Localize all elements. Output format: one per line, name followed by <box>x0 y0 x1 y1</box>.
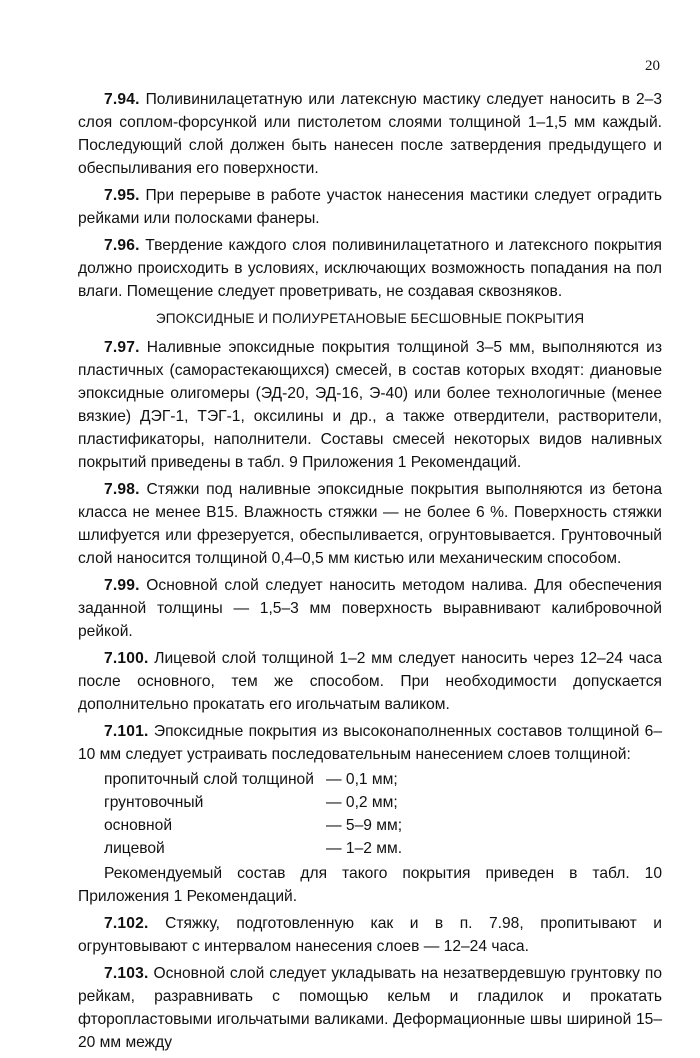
document-body <box>78 88 662 1058</box>
paragraph-number: 7.98. <box>104 481 140 498</box>
paragraph-text: Наливные эпоксидные покрытия толщиной 3–5 мм, выполняются из пластичных (саморастекающихся) смесей, в состав которых входят: диановые эпоксидные олигомеры (ЭД-20, ЭД-16, Э-40) или более технологичные (менее вязкие) ДЭГ-1, ТЭГ-1, оксилины и др., а также отвердители, растворители, пластификаторы, наполнители. Составы смесей некоторых видов наливных покрытий приведены в табл. 9 Приложения 1 Рекомендаций. <box>78 339 662 471</box>
paragraph-number: 7.95. <box>104 187 140 204</box>
layer-name: лицевой <box>104 840 165 857</box>
layer-thickness: — 0,1 мм; <box>326 771 398 788</box>
paragraph-number: 7.99. <box>104 577 140 594</box>
paragraph-text: Эпоксидные покрытия из высоконаполненных составов толщиной 6–10 мм следует устраивать последовательным нанесением слоев толщиной: <box>78 723 662 763</box>
layer-row <box>104 814 402 837</box>
layer-thickness: — 1–2 мм. <box>326 840 403 857</box>
paragraph-7-96 <box>78 234 662 303</box>
paragraph-number: 7.100. <box>104 650 149 667</box>
paragraph-text: Твердение каждого слоя поливинилацетатного и латексного покрытия должно происходить в условиях, исключающих возможность попадания на пол влаги. Помещение следует проветривать, не создавая сквозняков. <box>78 237 662 300</box>
layer-row <box>104 837 402 860</box>
layer-thickness: — 0,2 мм; <box>326 794 398 811</box>
paragraph-7-100 <box>78 647 662 716</box>
paragraph-number: 7.96. <box>104 237 140 254</box>
paragraph-7-94 <box>78 88 662 180</box>
paragraph-7-101-continuation: Рекомендуемый состав для такого покрытия приведен в табл. 10 Приложения 1 Рекомендаций. <box>78 865 662 905</box>
paragraph-text: Стяжки под наливные эпоксидные покрытия выполняются из бетона класса не менее В15. Влажность стяжки — не более 6 %. Поверхность стяжки шлифуется или фрезеруется, обеспыливается, огрунтовывается. Грунтовочный слой наносится толщиной 0,4–0,5 мм кистью или механическим способом. <box>78 481 662 567</box>
paragraph-7-98 <box>78 478 662 570</box>
paragraph-text: Стяжку, подготовленную как и в п. 7.98, пропитывают и огрунтовывают с интервалом нанесения слоев — 12–24 часа. <box>78 915 662 955</box>
paragraph-7-103 <box>78 962 662 1054</box>
paragraph-number: 7.101. <box>104 723 149 740</box>
layer-thickness: — 5–9 мм; <box>326 817 403 834</box>
paragraph-text: Лицевой слой толщиной 1–2 мм следует наносить через 12–24 часа после основного, тем же способом. При необходимости допускается дополнительно прокатать его игольчатым валиком. <box>78 650 662 713</box>
paragraph-7-99 <box>78 574 662 643</box>
paragraph-number: 7.97. <box>104 339 140 356</box>
paragraph-number: 7.103. <box>104 965 149 982</box>
layer-thickness-list <box>104 768 402 860</box>
page-number: 20 <box>645 58 660 74</box>
paragraph-text: Основной слой следует укладывать на незатвердевшую грунтовку по рейкам, разравнивать с помощью кельм и гладилок и прокатать фторопластовыми игольчатыми валиками. Деформационные швы шириной 15–20 мм между <box>78 965 662 1051</box>
paragraph-7-102 <box>78 912 662 958</box>
paragraph-text: При перерыве в работе участок нанесения мастики следует оградить рейками или полосками фанеры. <box>78 187 662 227</box>
layer-row <box>104 768 402 791</box>
layer-name: пропиточный слой толщиной <box>104 771 314 788</box>
paragraph-number: 7.94. <box>104 91 140 108</box>
paragraph-7-95 <box>78 184 662 230</box>
paragraph-number: 7.102. <box>104 915 149 932</box>
layer-name: грунтовочный <box>104 794 204 811</box>
layer-name: основной <box>104 817 173 834</box>
paragraph-text: Основной слой следует наносить методом налива. Для обеспечения заданной толщины — 1,5–3 мм поверхность выравнивают калибровочной рейкой. <box>78 577 662 640</box>
paragraph-7-101 <box>78 720 662 766</box>
section-heading: ЭПОКСИДНЫЕ И ПОЛИУРЕТАНОВЫЕ БЕСШОВНЫЕ ПОКРЫТИЯ <box>155 311 585 326</box>
layer-row <box>104 791 402 814</box>
paragraph-text: Поливинилацетатную или латексную мастику следует наносить в 2–3 слоя соплом-форсункой или пистолетом слоями толщиной 1–1,5 мм каждый. Последующий слой должен быть нанесен после затвердения предыдущего и обеспыливания его поверхности. <box>78 91 662 177</box>
paragraph-7-97 <box>78 336 662 474</box>
